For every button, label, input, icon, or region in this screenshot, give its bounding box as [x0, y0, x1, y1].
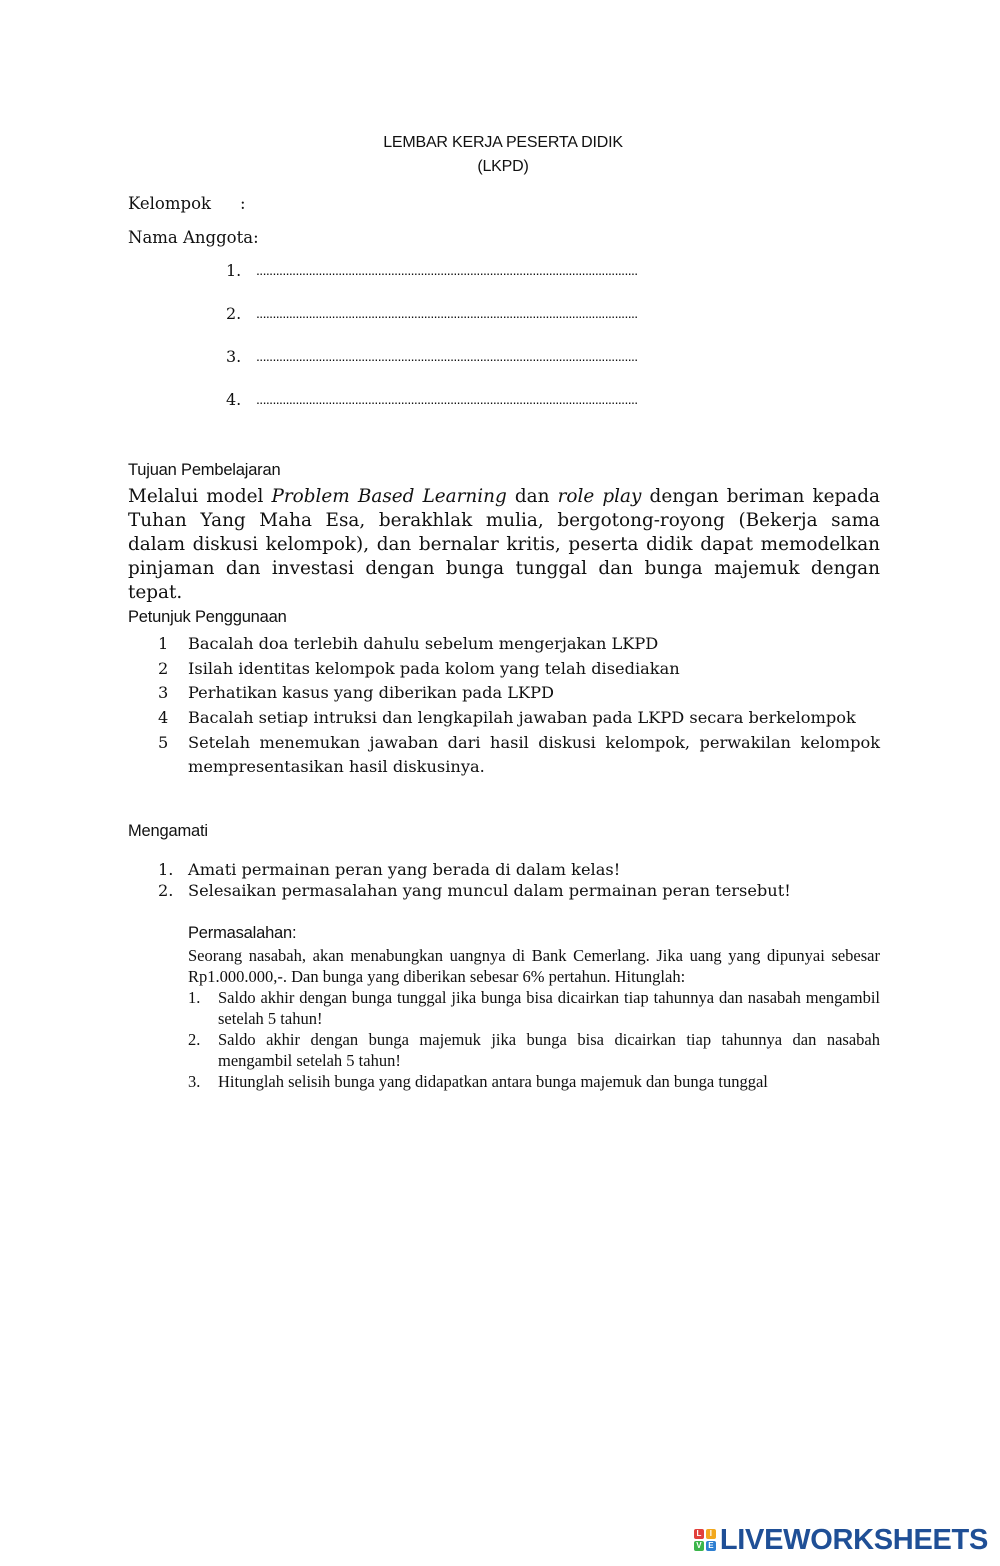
instruction-number: 3	[158, 683, 169, 702]
objective-heading: Tujuan Pembelajaran	[128, 461, 281, 479]
observe-text: Selesaikan permasalahan yang muncul dalam permainan peran tersebut!	[188, 881, 791, 900]
logo-mark-icon	[694, 1529, 716, 1551]
member-number: 1.	[226, 261, 242, 280]
objective-text: Melalui model	[128, 486, 272, 507]
problem-item-text: Hitunglah selisih bunga yang didapatkan antara bunga majemuk dan bunga tunggal	[218, 1072, 768, 1091]
problem-text: Seorang nasabah, akan menabungkan uangnya di Bank Cemerlang. Jika uang yang dipunyai sebesar Rp1.000.000,-. Dan bunga yang diberikan sebesar 6% pertahun. Hitunglah:	[188, 946, 880, 986]
instruction-item	[158, 706, 880, 730]
instruction-number: 5	[158, 733, 169, 752]
member-name-field[interactable]: ....................................................................................................................	[256, 262, 638, 278]
problem-item	[188, 1029, 880, 1071]
logo-text: LIVEWORKSHEETS	[719, 1523, 988, 1556]
objective-term-role-play: role play	[557, 486, 642, 507]
instruction-number: 2	[158, 659, 169, 678]
observe-number: 1.	[158, 860, 174, 879]
problem-item	[188, 987, 880, 1029]
instruction-item	[158, 632, 880, 656]
member-name-field[interactable]: ....................................................................................................................	[256, 391, 638, 407]
logo-letter: E	[706, 1541, 716, 1551]
members-label: Nama Anggota:	[128, 228, 259, 247]
member-number: 4.	[226, 390, 242, 409]
group-label: Kelompok	[128, 194, 211, 213]
instruction-item	[158, 731, 880, 779]
problem-heading: Permasalahan:	[188, 924, 297, 942]
page-subtitle: (LKPD)	[477, 158, 529, 175]
problem-item-text: Saldo akhir dengan bunga majemuk jika bunga bisa dicairkan tiap tahunnya dan nasabah mengambil setelah 5 tahun!	[218, 1030, 880, 1070]
instruction-number: 4	[158, 708, 169, 727]
objective-text: dan	[506, 486, 558, 507]
member-name-field[interactable]: ....................................................................................................................	[256, 305, 638, 321]
instruction-text: Setelah menemukan jawaban dari hasil diskusi kelompok, perwakilan kelompok mempresentasikan hasil diskusinya.	[188, 733, 880, 776]
objective-text: dengan beriman kepada Tuhan Yang Maha Esa, berakhlak mulia, bergotong-royong (Bekerja sama dalam diskusi kelompok), dan bernalar kritis, peserta didik dapat memodelkan pinjaman dan investasi dengan bunga tunggal dan bunga majemuk dengan tepat.	[128, 486, 880, 603]
member-name-field[interactable]: ....................................................................................................................	[256, 348, 638, 364]
problem-item	[188, 1071, 880, 1093]
member-number: 2.	[226, 304, 242, 323]
instruction-item	[158, 681, 880, 705]
problem-item-text: Saldo akhir dengan bunga tunggal jika bunga bisa dicairkan tiap tahunnya dan nasabah mengambil setelah 5 tahun!	[218, 988, 880, 1028]
instruction-text: Isilah identitas kelompok pada kolom yang telah disediakan	[188, 659, 680, 678]
instruction-number: 1	[158, 634, 169, 653]
problem-number: 3.	[188, 1072, 201, 1091]
instruction-text: Bacalah setiap intruksi dan lengkapilah jawaban pada LKPD secara berkelompok	[188, 708, 856, 727]
group-colon: :	[240, 194, 246, 213]
observe-number: 2.	[158, 881, 174, 900]
observe-text: Amati permainan peran yang berada di dalam kelas!	[188, 860, 621, 879]
observe-heading: Mengamati	[128, 822, 208, 840]
problem-number: 2.	[188, 1030, 201, 1049]
instructions-heading: Petunjuk Penggunaan	[128, 608, 287, 626]
liveworksheets-logo[interactable]	[694, 1522, 988, 1558]
problem-number: 1.	[188, 988, 201, 1007]
observe-item	[158, 879, 880, 903]
member-number: 3.	[226, 347, 242, 366]
instruction-item	[158, 657, 880, 681]
logo-letter: V	[694, 1541, 704, 1551]
objective-paragraph	[128, 485, 880, 605]
instruction-text: Bacalah doa terlebih dahulu sebelum mengerjakan LKPD	[188, 634, 659, 653]
instruction-text: Perhatikan kasus yang diberikan pada LKPD	[188, 683, 554, 702]
logo-letter: I	[706, 1529, 716, 1539]
page-title: LEMBAR KERJA PESERTA DIDIK	[383, 134, 623, 151]
objective-term-pbl: Problem Based Learning	[271, 486, 507, 507]
logo-letter: L	[694, 1529, 704, 1539]
